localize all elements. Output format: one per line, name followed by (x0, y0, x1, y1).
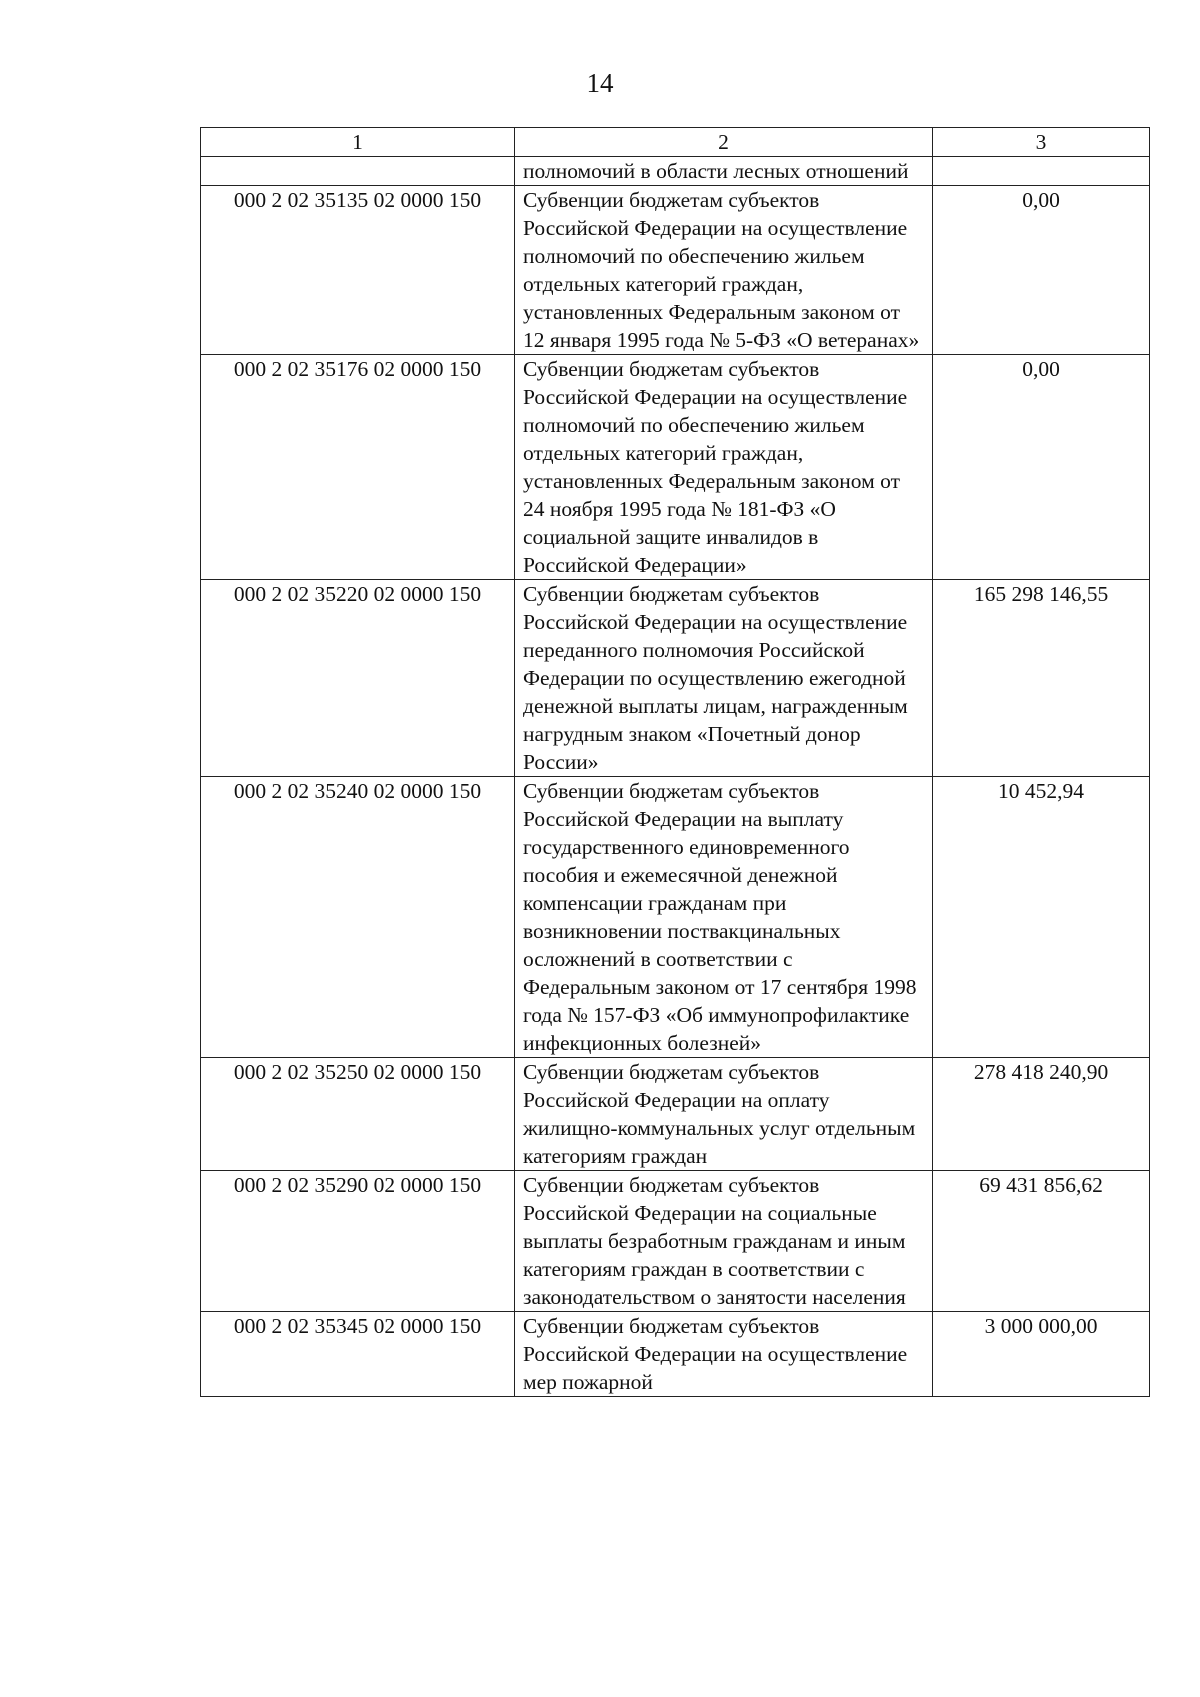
row-amount: 10 452,94 (933, 777, 1150, 1058)
row-description: Субвенции бюджетам субъектов Российской Федерации на оплату жилищно-коммунальных услуг отдельным категориям граждан (515, 1058, 933, 1171)
row-description: Субвенции бюджетам субъектов Российской Федерации на осуществление полномочий по обеспечению жильем отдельных категорий граждан, установленных Федеральным законом от 12 января 1995 года № 5-ФЗ «О ветеранах» (515, 186, 933, 355)
row-code: 000 2 02 35240 02 0000 150 (201, 777, 515, 1058)
row-code: 000 2 02 35290 02 0000 150 (201, 1171, 515, 1312)
row-code: 000 2 02 35176 02 0000 150 (201, 355, 515, 580)
row-amount: 165 298 146,55 (933, 580, 1150, 777)
row-description: полномочий в области лесных отношений (515, 157, 933, 186)
row-amount: 69 431 856,62 (933, 1171, 1150, 1312)
row-code (201, 157, 515, 186)
row-amount (933, 157, 1150, 186)
row-code: 000 2 02 35135 02 0000 150 (201, 186, 515, 355)
table-row (201, 580, 1150, 777)
row-amount: 0,00 (933, 355, 1150, 580)
table-row (201, 157, 1150, 186)
table-header-row (201, 128, 1150, 157)
table-row (201, 1058, 1150, 1171)
budget-table (200, 127, 1150, 1397)
row-description: Субвенции бюджетам субъектов Российской Федерации на выплату государственного единовременного пособия и ежемесячной денежной компенсации гражданам при возникновении поствакцинальных осложнений в соответствии с Федеральным законом от 17 сентября 1998 года № 157-ФЗ «Об иммунопрофилактике инфекционных болезней» (515, 777, 933, 1058)
row-description: Субвенции бюджетам субъектов Российской Федерации на осуществление полномочий по обеспечению жильем отдельных категорий граждан, установленных Федеральным законом от 24 ноября 1995 года № 181-ФЗ «О социальной защите инвалидов в Российской Федерации» (515, 355, 933, 580)
table-row (201, 355, 1150, 580)
row-description: Субвенции бюджетам субъектов Российской Федерации на осуществление мер пожарной (515, 1312, 933, 1397)
row-code: 000 2 02 35345 02 0000 150 (201, 1312, 515, 1397)
page-number: 14 (586, 68, 614, 98)
table-row (201, 777, 1150, 1058)
column-header-description: 2 (515, 128, 933, 157)
table-row (201, 1312, 1150, 1397)
column-header-code: 1 (201, 128, 515, 157)
row-code: 000 2 02 35250 02 0000 150 (201, 1058, 515, 1171)
row-amount: 278 418 240,90 (933, 1058, 1150, 1171)
row-description: Субвенции бюджетам субъектов Российской Федерации на социальные выплаты безработным гражданам и иным категориям граждан в соответствии с законодательством о занятости населения (515, 1171, 933, 1312)
row-amount: 3 000 000,00 (933, 1312, 1150, 1397)
row-amount: 0,00 (933, 186, 1150, 355)
row-description: Субвенции бюджетам субъектов Российской Федерации на осуществление переданного полномочия Российской Федерации по осуществлению ежегодной денежной выплаты лицам, награжденным нагрудным знаком «Почетный донор России» (515, 580, 933, 777)
table-row (201, 186, 1150, 355)
column-header-amount: 3 (933, 128, 1150, 157)
row-code: 000 2 02 35220 02 0000 150 (201, 580, 515, 777)
table-row (201, 1171, 1150, 1312)
